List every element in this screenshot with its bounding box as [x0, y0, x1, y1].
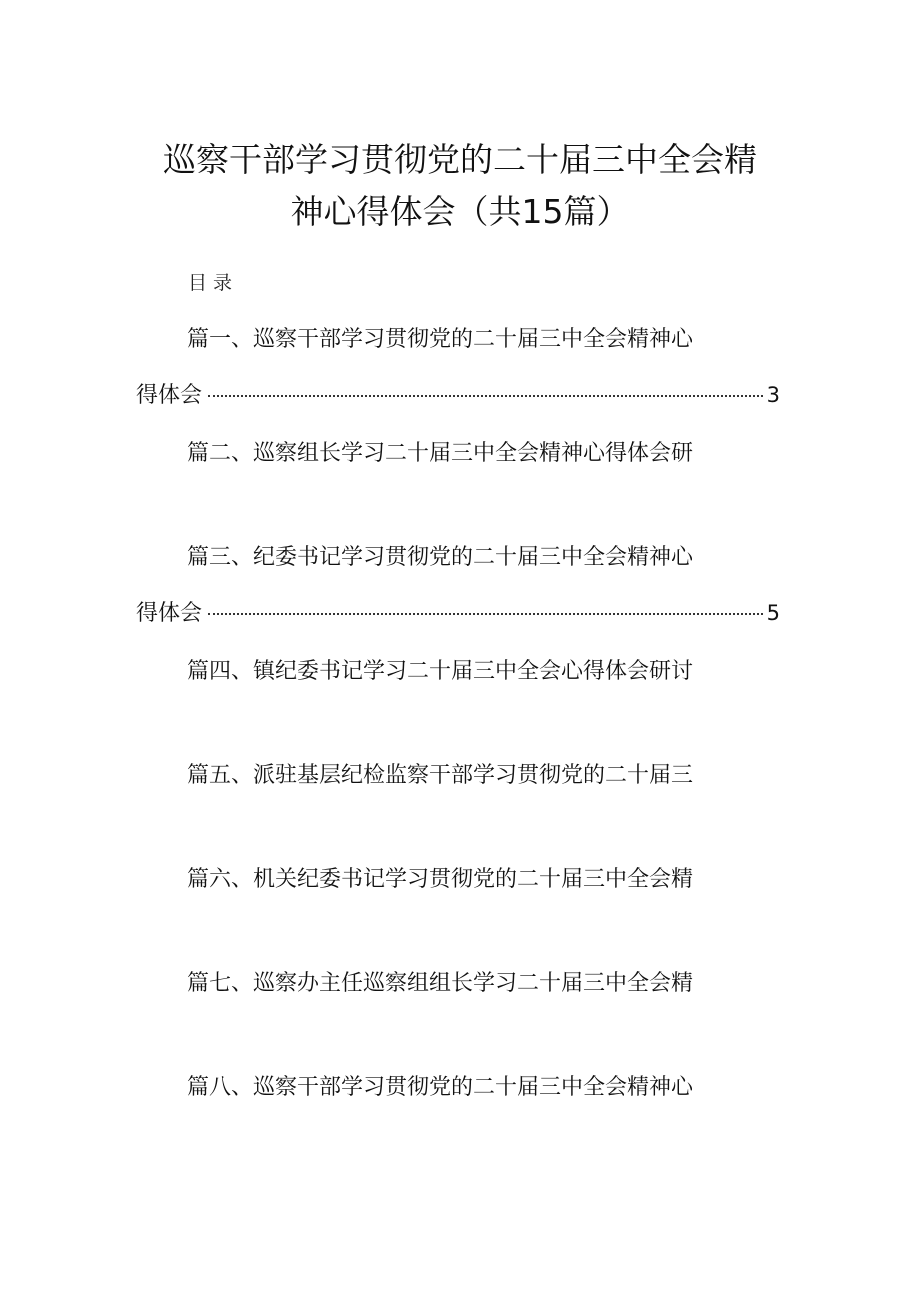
toc-entry-1-page-number: 3 — [766, 383, 780, 407]
toc-entry-3[interactable]: 篇三、纪委书记学习贯彻党的二十届三中全会精神心 — [187, 545, 694, 570]
toc-entry-3-continuation[interactable] — [136, 596, 780, 627]
toc-entry-7[interactable]: 篇七、巡察办主任巡察组组长学习二十届三中全会精 — [187, 971, 694, 996]
toc-entry-1[interactable]: 篇一、巡察干部学习贯彻党的二十届三中全会精神心 — [187, 327, 694, 352]
toc-entry-8[interactable]: 篇八、巡察干部学习贯彻党的二十届三中全会精神心 — [187, 1075, 694, 1100]
dot-leader — [208, 395, 763, 397]
toc-entry-1-continuation[interactable] — [136, 378, 780, 409]
toc-entry-2[interactable]: 篇二、巡察组长学习二十届三中全会精神心得体会研 — [187, 441, 694, 466]
toc-entry-1-continuation-text: 得体会 — [136, 383, 203, 408]
document-title-line-2: 神心得体会（共15篇） — [290, 192, 630, 231]
toc-heading: 目录 — [188, 272, 239, 294]
toc-entry-5[interactable]: 篇五、派驻基层纪检监察干部学习贯彻党的二十届三 — [187, 763, 694, 788]
dot-leader — [208, 613, 763, 615]
document-title-line-1: 巡察干部学习贯彻党的二十届三中全会精 — [163, 140, 757, 179]
toc-entry-3-page-number: 5 — [766, 601, 780, 625]
toc-entry-6[interactable]: 篇六、机关纪委书记学习贯彻党的二十届三中全会精 — [187, 867, 694, 892]
toc-entry-4[interactable]: 篇四、镇纪委书记学习二十届三中全会心得体会研讨 — [187, 659, 694, 684]
toc-entry-3-continuation-text: 得体会 — [136, 601, 203, 626]
